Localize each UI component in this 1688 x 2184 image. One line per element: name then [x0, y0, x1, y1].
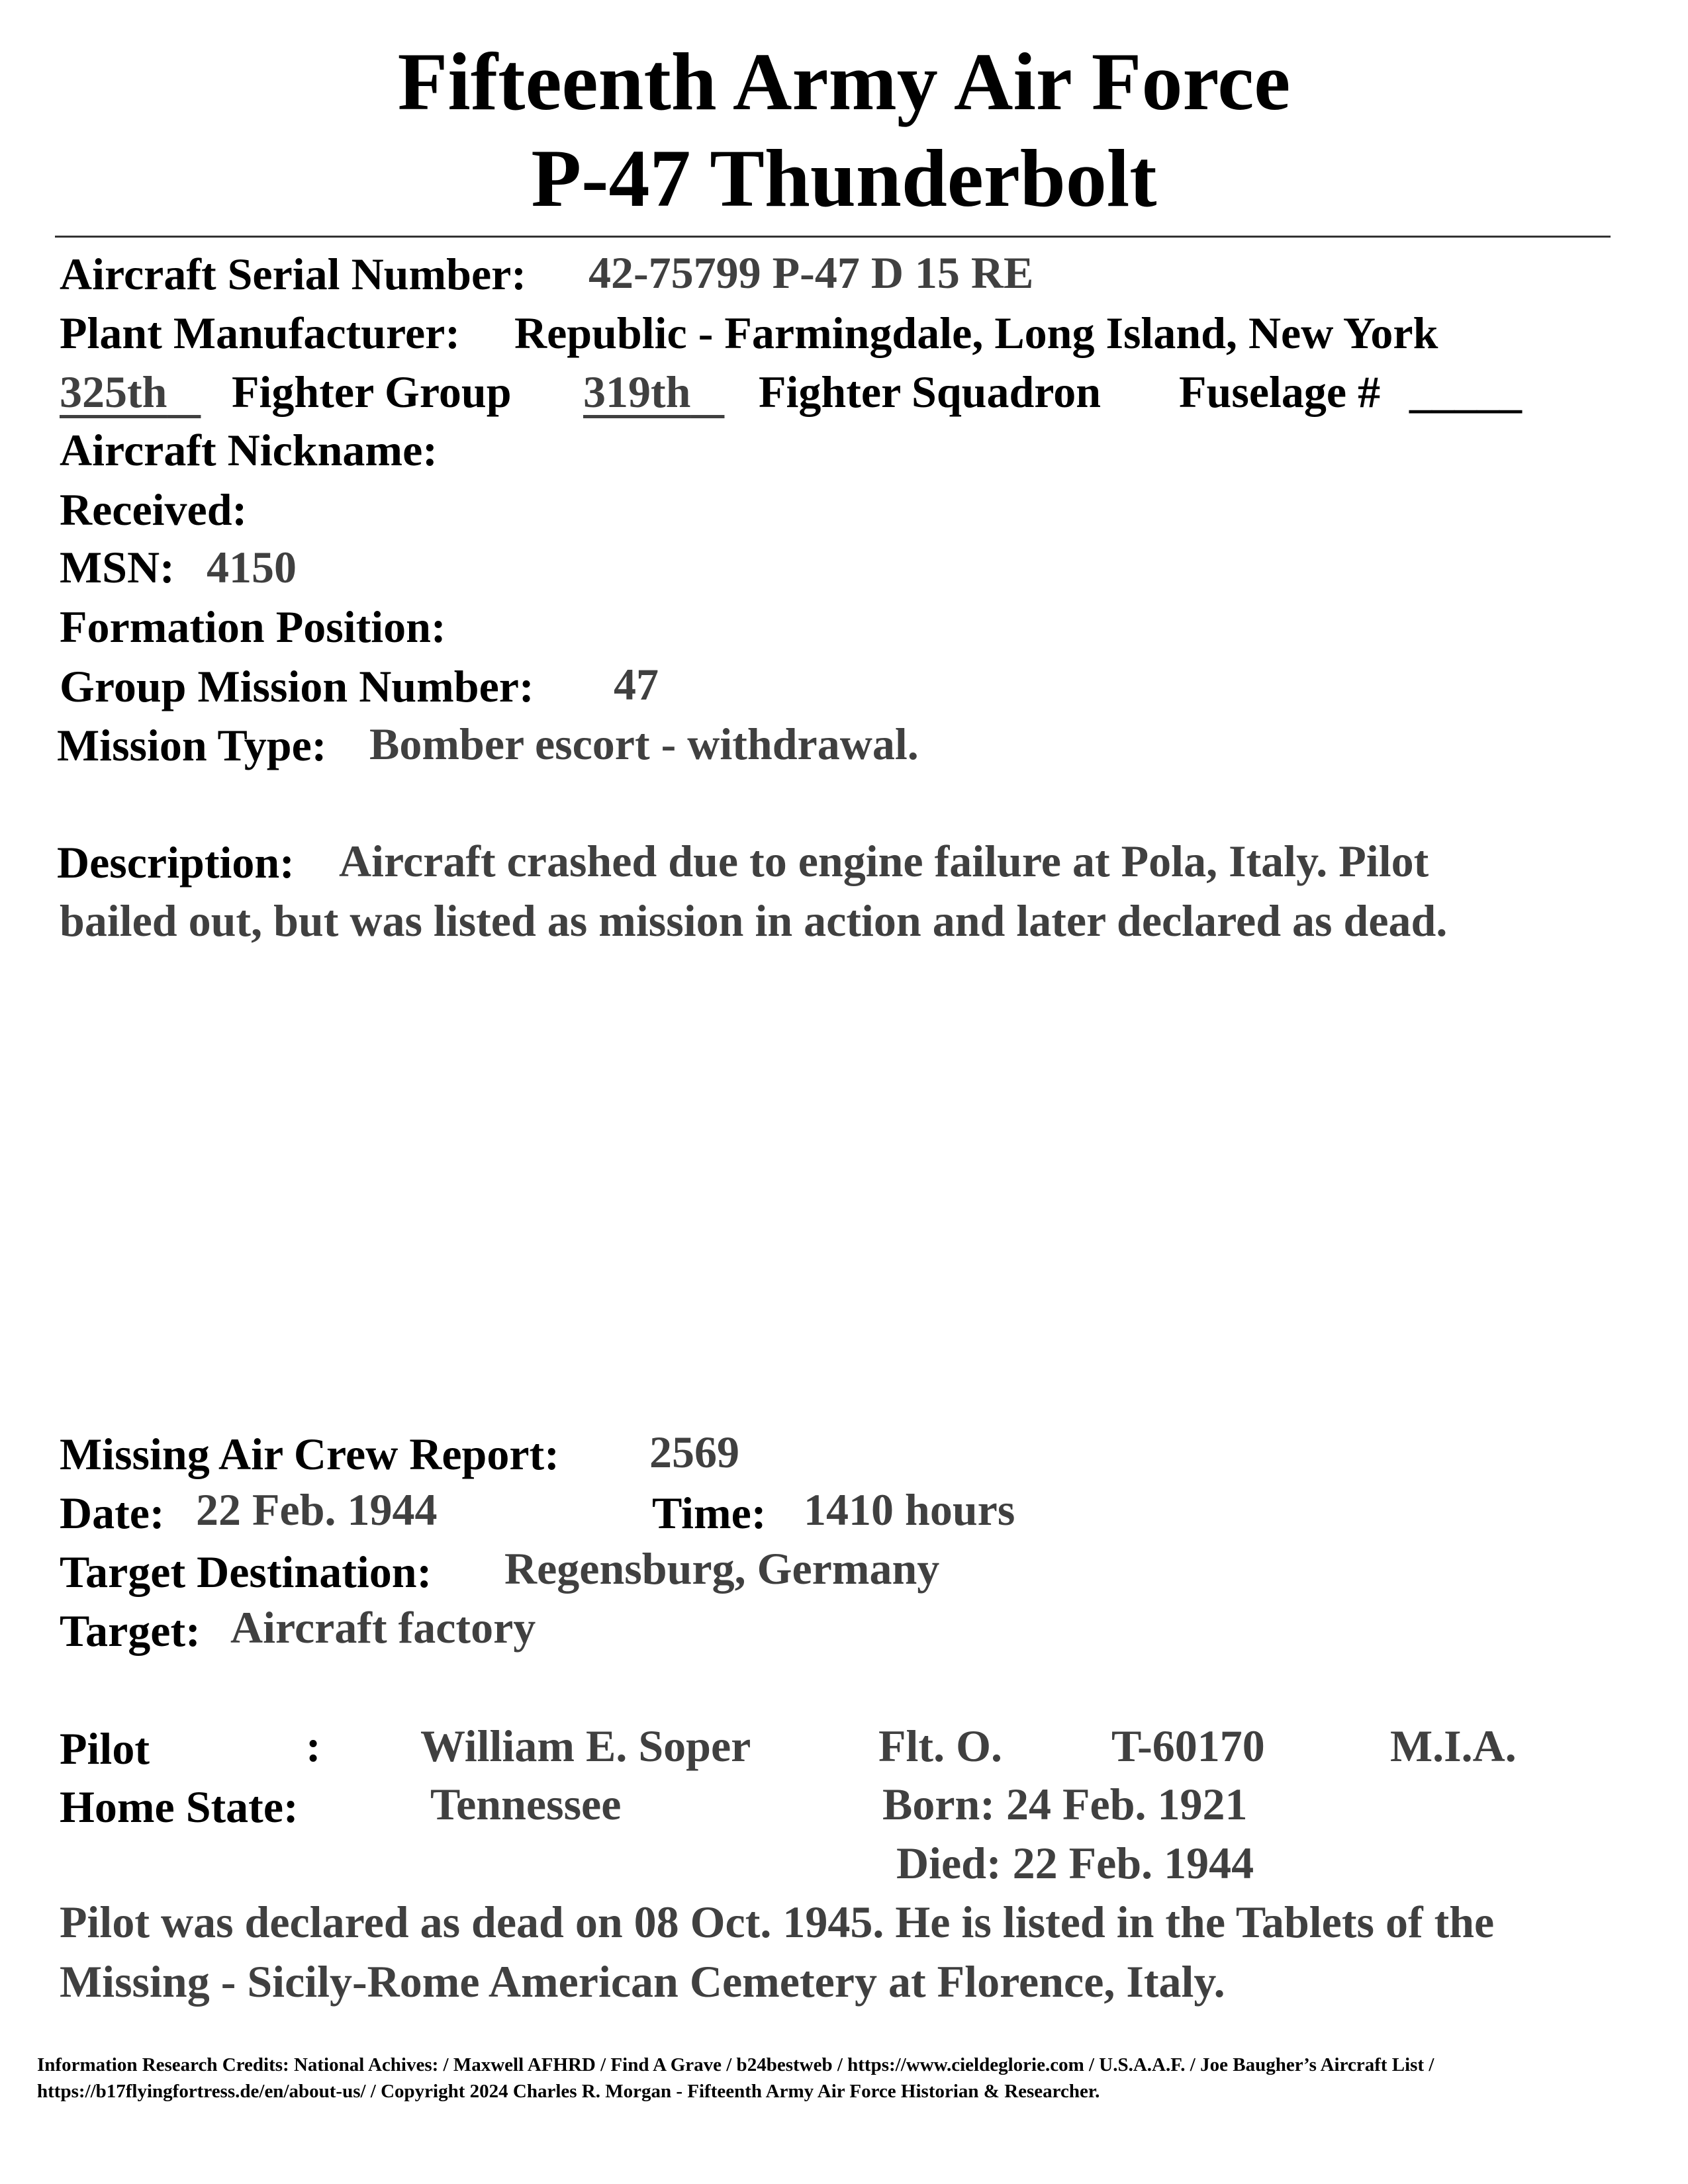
mission-type-value: Bomber escort - withdrawal.: [369, 719, 919, 769]
footer-credits-line1: Information Research Credits: National Achives: / Maxwell AFHRD / Find A Grave / b24bestweb / https://www.cieldeglorie.com / U.S.A.A.F. / Joe Baugher’s Aircraft List /: [37, 2054, 1434, 2075]
time-value: 1410 hours: [804, 1484, 1015, 1535]
died-date: Died: 22 Feb. 1944: [896, 1838, 1254, 1888]
pilot-colon: :: [306, 1721, 321, 1771]
date-label: Date:: [60, 1488, 165, 1538]
group-label: Fighter Group: [232, 367, 512, 417]
plant-value: Republic - Farmingdale, Long Island, New York: [514, 308, 1438, 358]
pilot-name: William E. Soper: [420, 1721, 751, 1771]
macr-value: 2569: [649, 1427, 739, 1477]
squadron-value: [583, 367, 724, 417]
msn-value: 4150: [207, 542, 297, 592]
plant-label: Plant Manufacturer:: [60, 308, 460, 358]
formation-label: Formation Position:: [60, 602, 446, 652]
date-value: 22 Feb. 1944: [196, 1484, 438, 1535]
description-label: Description:: [57, 837, 295, 887]
target-destination-label: Target Destination:: [60, 1547, 432, 1597]
pilot-label: Pilot: [60, 1723, 150, 1774]
squadron-label: Fighter Squadron: [759, 367, 1102, 417]
fuselage-value: _____: [1409, 367, 1522, 417]
group-number: 325th: [60, 367, 167, 417]
group-value: [60, 367, 201, 417]
target-destination-value: Regensburg, Germany: [504, 1543, 940, 1594]
group-mission-value: 47: [614, 659, 659, 709]
description-line1: Aircraft crashed due to engine failure at Pola, Italy. Pilot: [339, 836, 1429, 886]
home-state-label: Home State:: [60, 1782, 299, 1832]
pilot-note-line2: Missing - Sicily-Rome American Cemetery at Florence, Italy.: [60, 1956, 1225, 2007]
pilot-rank: Flt. O.: [878, 1721, 1002, 1771]
fuselage-label: Fuselage #: [1179, 367, 1381, 417]
title-line2: P-47 Thunderbolt: [531, 133, 1157, 224]
time-label: Time:: [652, 1488, 767, 1538]
msn-label: MSN:: [60, 542, 175, 592]
home-state-value: Tennessee: [430, 1779, 622, 1829]
received-label: Received:: [60, 484, 248, 535]
group-mission-label: Group Mission Number:: [60, 661, 534, 711]
target-label: Target:: [60, 1606, 201, 1656]
title-line1: Fifteenth Army Air Force: [397, 36, 1291, 127]
serial-label: Aircraft Serial Number:: [60, 249, 526, 299]
footer-credits-line2: https://b17flyingfortress.de/en/about-us/ / Copyright 2024 Charles R. Morgan - Fifteenth Army Air Force Historian & Researcher.: [37, 2081, 1100, 2102]
pilot-note-line1: Pilot was declared as dead on 08 Oct. 1945. He is listed in the Tablets of the: [60, 1897, 1495, 1947]
divider: [55, 236, 1611, 238]
serial-value: 42-75799 P-47 D 15 RE: [588, 248, 1034, 298]
description-line2: bailed out, but was listed as mission in action and later declared as dead.: [60, 895, 1448, 946]
pilot-serial: T-60170: [1111, 1721, 1265, 1771]
target-value: Aircraft factory: [230, 1602, 536, 1653]
squadron-number: 319th: [583, 367, 691, 417]
born-date: Born: 24 Feb. 1921: [882, 1779, 1248, 1829]
nickname-label: Aircraft Nickname:: [60, 425, 438, 475]
pilot-status: M.I.A.: [1390, 1721, 1517, 1771]
macr-label: Missing Air Crew Report:: [60, 1429, 559, 1479]
mission-type-label: Mission Type:: [57, 720, 327, 770]
